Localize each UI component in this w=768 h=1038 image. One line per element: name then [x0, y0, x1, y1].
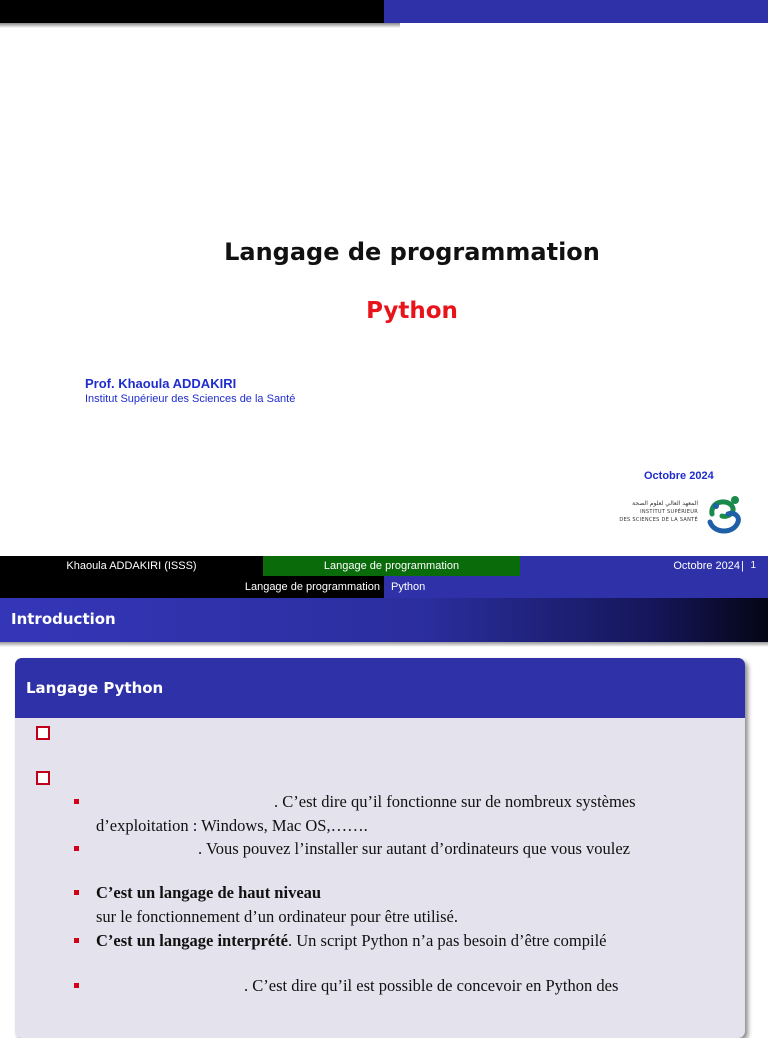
list-bullet-5 — [74, 983, 79, 988]
bullet-5-text: . C’est dire qu’il est possible de concevoir en Python des — [244, 976, 619, 995]
bullet-1-text: . C’est dire qu’il fonctionne sur de nombreux systèmes — [274, 792, 636, 811]
checkbox-bullet-1 — [36, 726, 50, 740]
footer-separator: | — [741, 560, 744, 572]
bullet-4-rest: . Un script Python n’a pas besoin d’être compilé — [288, 931, 607, 950]
bullet-3-text — [96, 883, 321, 903]
frame-title-shadow — [0, 642, 768, 647]
footer-page-number: 1 — [750, 560, 756, 571]
slide-footer — [0, 556, 768, 576]
logo-text — [610, 500, 698, 524]
frame-title-bar — [0, 598, 768, 642]
logo-arabic-text: المعهد العالي لعلوم الصحة — [632, 500, 698, 507]
top-bar-shadow — [0, 23, 400, 28]
logo-french-line2: DES SCIENCES DE LA SANTÉ — [619, 517, 698, 523]
logo-french-line1: INSTITUT SUPÉRIEUR — [640, 509, 698, 515]
top-decor-bar — [0, 0, 768, 23]
content-block — [15, 658, 745, 1038]
isss-logo-icon — [704, 492, 746, 536]
author-name: Prof. Khaoula ADDAKIRI — [85, 376, 237, 391]
footer-title: Langage de programmation — [263, 556, 520, 576]
presentation-subtitle: Python — [366, 298, 458, 324]
bullet-3-continuation: sur le fonctionnement d’un ordinateur pour être utilisé. — [96, 907, 458, 926]
top-bar-blue — [384, 0, 768, 23]
list-bullet-2 — [74, 846, 79, 851]
bullet-3-bold: C’est un langage de haut niveau — [96, 883, 322, 902]
institute-logo — [610, 492, 750, 536]
footer-date-page — [520, 556, 768, 576]
list-bullet-4 — [74, 938, 79, 943]
block-title: Langage Python — [26, 679, 164, 697]
footer-date: Octobre 2024 — [673, 560, 740, 572]
presentation-title: Langage de programmation — [224, 238, 600, 266]
checkbox-bullet-2 — [36, 771, 50, 785]
list-bullet-1 — [74, 799, 79, 804]
institute-name: Institut Supérieur des Sciences de la Santé — [85, 393, 296, 405]
nav-subsection-title[interactable]: Python — [384, 576, 768, 598]
presentation-date: Octobre 2024 — [644, 470, 714, 482]
bullet-1-continuation: d’exploitation : Windows, Mac OS,……. — [96, 816, 368, 835]
list-bullet-3 — [74, 890, 79, 895]
bullet-2-text: . Vous pouvez l’installer sur autant d’ordinateurs que vous voulez — [198, 839, 630, 858]
block-header — [15, 658, 745, 718]
bullet-4-bold: C’est un langage interprété — [96, 931, 289, 950]
frame-title: Introduction — [11, 610, 116, 628]
nav-section-title[interactable]: Langage de programmation — [244, 581, 380, 593]
bullet-4-text — [96, 931, 607, 951]
top-bar-black — [0, 0, 384, 23]
footer-author: Khaoula ADDAKIRI (ISSS) — [0, 556, 263, 576]
section-navigation-bar — [0, 576, 768, 598]
